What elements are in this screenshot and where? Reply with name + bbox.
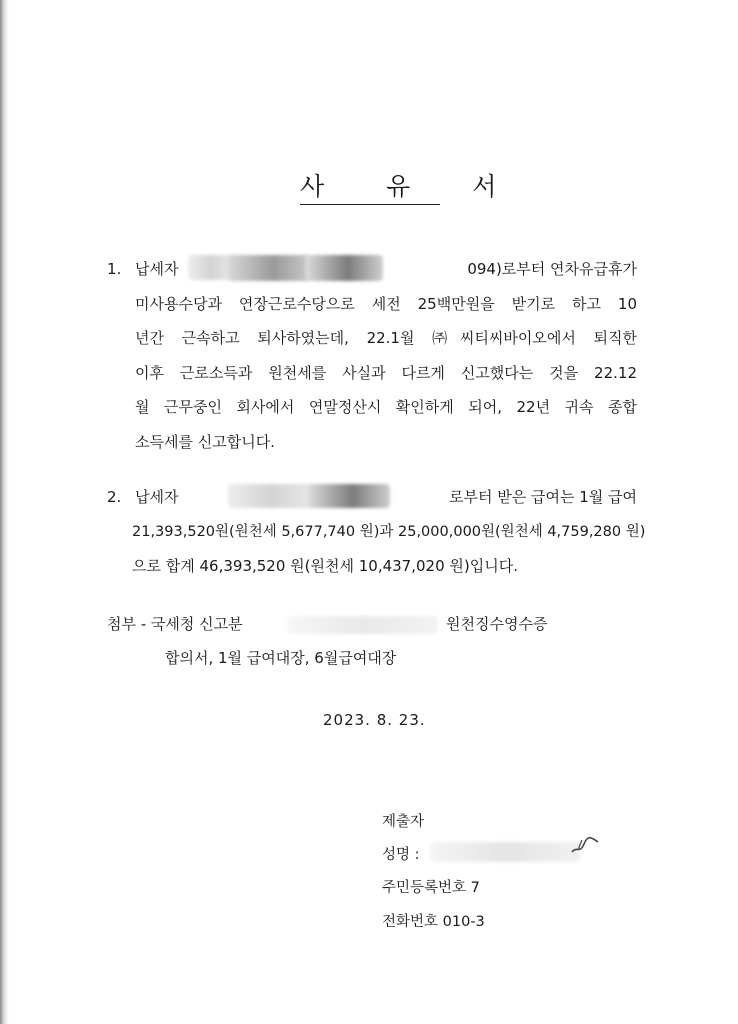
submitter-name-label: 성명 : <box>382 847 420 863</box>
attachment-line-2: 합의서, 1월 급여대장, 6월급여대장 <box>165 649 397 667</box>
item-2-number: 2. <box>107 488 122 506</box>
redaction-2b <box>308 484 390 508</box>
attachment-suffix: 원천징수영수증 <box>446 615 548 633</box>
redaction-1c <box>305 255 383 281</box>
item-1-line-4: 이후 근로소득과 원천세를 사실과 다르게 신고했다는 것을 22.12 <box>135 363 637 382</box>
item-1-line-1-end: 094)로부터 연차유급휴가 <box>467 260 637 278</box>
redaction-1b <box>228 255 310 281</box>
item-1-line-5: 월 근무중인 회사에서 연말정산시 확인하게 되어, 22년 귀속 종합 <box>135 398 637 416</box>
submitter-phone-label: 전화번호 010-3 <box>382 914 485 930</box>
item-1-line-3: 년간 근속하고 퇴사하였는데, 22.1월 ㈜씨티씨바이오에서 퇴직한 <box>135 329 637 347</box>
item-2-taxpayer-label: 납세자 <box>135 488 179 506</box>
redaction-name <box>430 842 580 862</box>
document-title: 사 유 서 <box>300 172 440 205</box>
item-2-line-1-end: 로부터 받은 급여는 1월 급여 <box>448 488 637 506</box>
redaction-attachment <box>288 616 438 634</box>
item-1-taxpayer-label: 납세자 <box>135 260 179 278</box>
item-1-line-2: 미사용수당과 연장근로수당으로 세전 25백만원을 받기로 하고 10 <box>135 294 637 313</box>
submitter-heading: 제출자 <box>382 814 425 830</box>
redaction-2a <box>228 484 313 508</box>
item-1-line-6: 소득세를 신고합니다. <box>135 432 275 451</box>
signature-mark <box>568 832 602 858</box>
item-1 <box>107 252 637 459</box>
submitter-id-label: 주민등록번호 7 <box>382 880 480 896</box>
document-date: 2023. 8. 23. <box>323 711 426 729</box>
page-left-edge <box>0 0 9 1024</box>
attachment-label: 첨부 - 국세청 신고분 <box>107 615 243 633</box>
item-2-line-3: 으로 합계 46,393,520 원(원천세 10,437,020 원)입니다. <box>132 557 518 575</box>
item-1-number: 1. <box>107 260 122 278</box>
redaction-1a <box>188 255 233 280</box>
item-2-line-2: 21,393,520원(원천세 5,677,740 원)과 25,000,000원(원천세 4,759,280 원) <box>132 523 646 540</box>
